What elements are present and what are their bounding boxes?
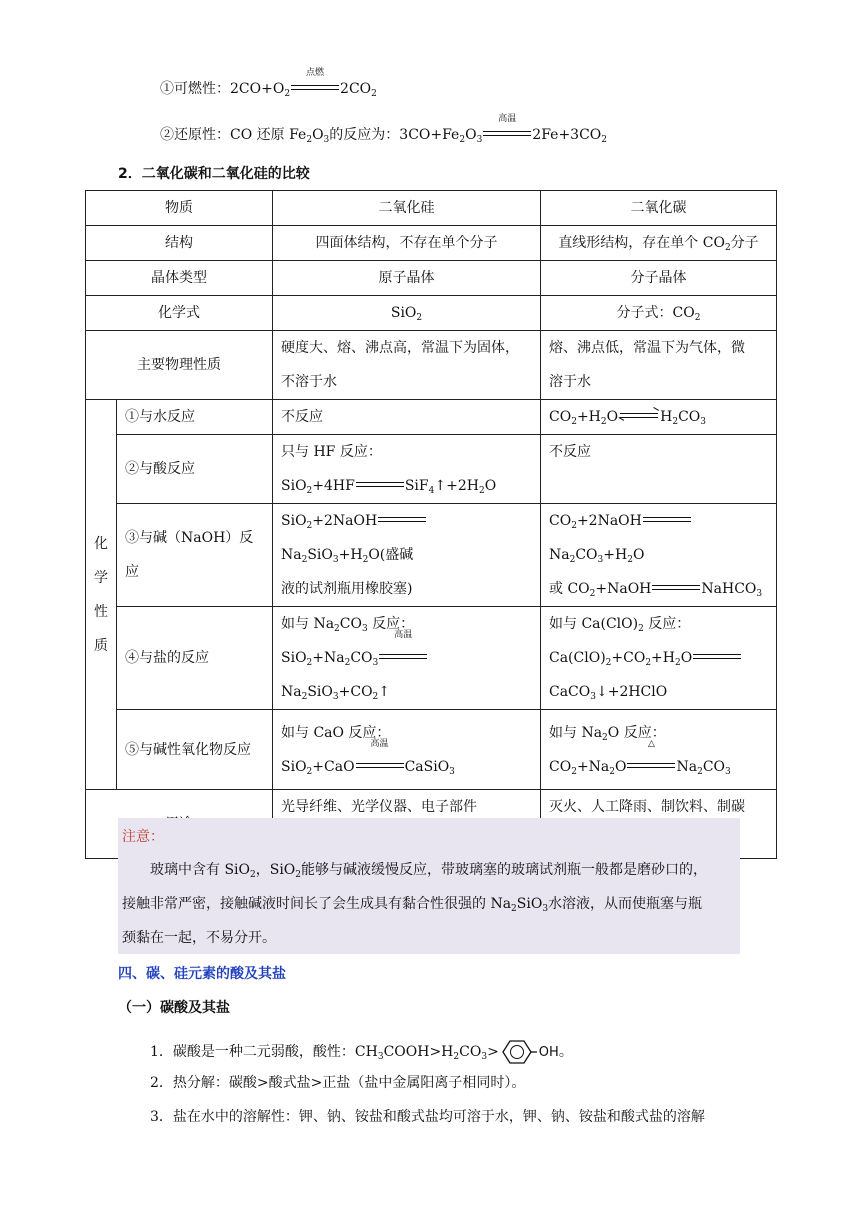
note-paragraph-line: 颈黏在一起，不易分开。 (122, 930, 276, 946)
subscript: 3 (725, 766, 731, 777)
cell-line (549, 738, 768, 784)
row-label-structure: 结构 (86, 226, 273, 261)
table-row (86, 296, 777, 331)
note-paragraph-line (150, 860, 707, 880)
subscript: 3 (377, 1052, 384, 1062)
section-title-acids: 四、碳、硅元素的酸及其盐 (118, 966, 286, 982)
subscript: 2 (638, 624, 644, 634)
condition-label: 点燃 (306, 68, 325, 78)
cell-salt-co2 (541, 607, 777, 710)
formula-part: +CO (338, 684, 373, 700)
formula-part: CO (575, 547, 598, 563)
formula-part: Ca(ClO) (549, 650, 606, 666)
formula-part: SiO (281, 650, 307, 666)
formula-part: CO (350, 650, 373, 666)
combustibility-text: ①可燃性：2CO+O (160, 81, 285, 97)
row-label-crystal: 晶体类型 (86, 261, 273, 296)
subscript: 2 (284, 89, 291, 99)
formula-part: CO (549, 513, 572, 529)
note-paragraph-line (122, 894, 702, 914)
formula-part: SiO (281, 513, 307, 529)
hydroxyl-label: OH (538, 1045, 559, 1060)
comparison-table (85, 190, 777, 859)
subscript: 2 (571, 766, 577, 777)
note-text: 接触非常严密，接触碱液时间长了会生成具有黏合性很强的 Na (122, 896, 512, 912)
reaction-condition (291, 68, 339, 99)
subscript: 2 (334, 624, 340, 634)
subscript: 2 (416, 313, 423, 323)
formula-part: +H (603, 547, 628, 563)
reducibility-text: ②还原性：CO 还原 Fe (160, 127, 307, 143)
subscript: 2 (645, 658, 652, 668)
subscript: 2 (511, 904, 517, 914)
subscript: 2 (571, 521, 577, 531)
formula-part: +2NaOH (576, 513, 642, 529)
formula-part: CO (678, 409, 701, 425)
formula-part: 如与 Na (281, 616, 335, 632)
condition-label: 高温 (370, 738, 389, 749)
formula-part: +Na (312, 650, 345, 666)
cell-oxide-co2 (541, 710, 777, 790)
subscript: 2 (453, 1052, 460, 1062)
cell-line (549, 607, 768, 641)
subscript: 2 (344, 658, 351, 668)
subscript: 2 (589, 589, 596, 599)
formula-part: O (312, 127, 324, 143)
cell-line: 硬度大、熔、沸点高，常温下为固体， (281, 340, 519, 356)
cell-water-co2 (541, 400, 777, 435)
formula-part: 的反应为：3CO+Fe (329, 127, 460, 143)
subscript: 2 (306, 486, 313, 496)
equals-sign (652, 585, 700, 590)
subscript: 2 (627, 555, 633, 565)
formula-part: +CaO (312, 758, 355, 775)
formula-part: NaHCO (701, 581, 757, 597)
reaction-condition (356, 738, 404, 784)
chemical-properties-label (86, 400, 117, 790)
formula-part: +H (338, 547, 363, 563)
formula-part: +Na (576, 758, 610, 775)
formula-part: 如与 Na (549, 724, 603, 741)
equals-sign (643, 517, 691, 522)
subscript: 2 (295, 870, 302, 880)
item-text: > (487, 1044, 499, 1060)
formula-part: ↓+2HClO (595, 684, 668, 700)
formula-part: CaCO (549, 684, 591, 700)
subscript: 2 (301, 692, 308, 702)
cell-structure-sio2: 四面体结构，不存在单个分子 (273, 226, 541, 261)
formula-part: Na (676, 758, 698, 775)
cell-line (549, 675, 768, 709)
header-substance: 物质 (86, 191, 273, 226)
formula-part: +CO (611, 650, 646, 666)
subscript: 2 (609, 766, 615, 777)
vertical-char: 化 (94, 535, 108, 552)
header-sio2: 二氧化硅 (273, 191, 541, 226)
reversible-arrow (620, 412, 658, 420)
row-label-base: ③与碱（NaOH）反应 (117, 504, 273, 607)
formula-part: CO (339, 616, 362, 632)
formula-part: O 反应： (607, 724, 666, 741)
subscript: 2 (459, 135, 466, 145)
table-row (86, 607, 777, 710)
subscript: 2 (675, 658, 681, 668)
cell-line (281, 630, 532, 709)
equals-sign (378, 517, 426, 522)
formula-part: Na (281, 547, 302, 563)
cell-base-co2 (541, 504, 777, 607)
subscript: 3 (756, 589, 763, 599)
cell-oxide-sio2 (273, 710, 541, 790)
formula-part: Na (281, 684, 302, 700)
cell-crystal-co2: 分子晶体 (541, 261, 777, 296)
note-text: 玻璃中含有 SiO (150, 862, 250, 878)
cell-line: 如与 CaO 反应： (281, 724, 391, 741)
formula-part: Na (549, 547, 570, 563)
equals-sign (356, 482, 404, 487)
table-row (86, 710, 777, 790)
cell-text: SiO (390, 305, 417, 321)
formula-part: 如与 Ca(ClO) (549, 616, 639, 632)
note-title: 注意： (122, 829, 164, 845)
row-label-physical: 主要物理性质 (86, 331, 273, 400)
subscript: 3 (481, 1052, 488, 1062)
formula-part: SiF (404, 478, 429, 494)
subscript: 2 (306, 658, 313, 668)
reaction-condition (627, 738, 675, 784)
formula-part: O (615, 758, 627, 775)
condition-label: 高温 (498, 114, 517, 124)
cell-acid-sio2 (273, 435, 541, 504)
formula-part: SiO (281, 758, 307, 775)
heat-symbol: △ (648, 738, 655, 749)
cell-line: 不溶于水 (281, 374, 337, 390)
list-item: 2．热分解：碳酸>酸式盐>正盐（盐中金属阳离子相同时）。 (150, 1075, 526, 1091)
cell-line: 熔、沸点低，常温下为气体，微 (549, 340, 745, 356)
formula-part: ↑+2H (434, 478, 479, 494)
subscript: 3 (372, 658, 379, 668)
subscript: 2 (306, 521, 313, 531)
subscript: 2 (372, 692, 379, 702)
subscript: 2 (569, 555, 576, 565)
formula-part: CO (549, 409, 572, 425)
cell-line (281, 738, 532, 784)
cell-base-sio2 (273, 504, 541, 607)
header-co2: 二氧化碳 (541, 191, 777, 226)
formula-part: 反应： (643, 616, 691, 632)
subscript: 4 (428, 486, 435, 496)
subscript: 3 (700, 417, 706, 427)
row-label-oxide: ⑤与碱性氧化物反应 (117, 710, 273, 790)
formula-part: 或 CO (549, 581, 590, 597)
subscript: 2 (602, 732, 608, 743)
subscript: 2 (362, 555, 369, 565)
subscript: 3 (332, 555, 339, 565)
note-text: SiO (516, 896, 543, 912)
equals-sign (693, 654, 741, 659)
cell-line: 液的试剂瓶用橡胶塞) (281, 581, 413, 597)
cell-formula-sio2 (273, 296, 541, 331)
list-item (150, 1037, 573, 1067)
subscript: 2 (600, 417, 607, 427)
formula-part: O (680, 650, 693, 666)
cell-line (549, 641, 768, 675)
formula-part: CO (702, 758, 726, 775)
cell-formula-co2 (541, 296, 777, 331)
formula-part: SiO (281, 478, 307, 494)
subscript: 2 (694, 313, 701, 323)
cell-line (549, 504, 768, 572)
subscript: 2 (306, 766, 313, 777)
vertical-char: 性 (94, 603, 108, 620)
vertical-char: 学 (94, 569, 108, 586)
formula-part: ↑ (378, 684, 391, 700)
formula-part: H (660, 409, 673, 425)
cell-physical-co2 (541, 331, 777, 400)
formula-part: SiO (307, 684, 333, 700)
subscript: 3 (590, 692, 596, 702)
subscript: 2 (301, 555, 308, 565)
formula-part: O (632, 547, 645, 563)
formula-part: CaSiO (404, 758, 450, 775)
cell-text: 分子 (730, 235, 759, 251)
table-row (86, 504, 777, 607)
formula-part: +NaOH (595, 581, 652, 597)
formula-part: +2NaOH (312, 513, 378, 529)
cell-line: 溶于水 (549, 374, 591, 390)
table-row (86, 191, 777, 226)
item-text: 1．碳酸是一种二元弱酸，酸性：CH (150, 1044, 378, 1060)
row-label-salt: ④与盐的反应 (117, 607, 273, 710)
cell-salt-sio2 (273, 607, 541, 710)
section-title-comparison: 2．二氧化碳和二氧化硅的比较 (118, 166, 310, 182)
formula-part: CO (549, 758, 572, 775)
item-text: COOH>H (383, 1044, 454, 1060)
subscript: 2 (601, 135, 607, 145)
cell-crystal-sio2: 原子晶体 (273, 261, 541, 296)
table-row (86, 226, 777, 261)
vertical-char: 质 (94, 637, 108, 654)
formula-part: O(盛碱 (368, 547, 414, 563)
row-label-formula: 化学式 (86, 296, 273, 331)
reaction-condition (379, 630, 427, 675)
formula-part: O (484, 478, 497, 494)
subscript: 2 (571, 417, 577, 427)
subscript: 3 (323, 135, 330, 145)
note-text: 水溶液，从而使瓶塞与瓶 (548, 896, 703, 912)
cell-line (281, 504, 532, 572)
formula-part: 反应： (367, 616, 415, 632)
subscript: 3 (476, 135, 483, 145)
cell-physical-sio2 (273, 331, 541, 400)
formula-part: O (606, 409, 619, 425)
cell-acid-co2: 不反应 (541, 435, 777, 504)
formula-part: +H (576, 409, 601, 425)
subscript: 3 (361, 624, 368, 634)
cell-structure-co2 (541, 226, 777, 261)
cell-line (281, 469, 532, 503)
table-row (86, 400, 777, 435)
reducibility-line (160, 114, 607, 145)
cell-text: 分子式：CO (616, 305, 695, 321)
subscript: 2 (724, 243, 731, 253)
item-text: CO (459, 1044, 482, 1060)
subscript: 3 (542, 904, 549, 914)
row-label-acid: ②与酸反应 (117, 435, 273, 504)
subscript: 2 (478, 486, 485, 496)
cell-water-sio2: 不反应 (273, 400, 541, 435)
subscript: 2 (605, 658, 612, 668)
cell-line (549, 572, 768, 606)
reaction-condition (483, 114, 531, 145)
cell-line: 只与 HF 反应： (281, 444, 382, 460)
combustibility-line (160, 68, 377, 99)
table-row (86, 435, 777, 504)
subscript: 3 (449, 766, 455, 777)
item-text: 。 (558, 1044, 573, 1060)
row-label-water: ①与水反应 (117, 400, 273, 435)
formula-part: SiO (307, 547, 333, 563)
subscript: 2 (306, 135, 313, 145)
subsection-title-carbonic: （一）碳酸及其盐 (118, 1000, 230, 1016)
note-text: ，SiO (255, 862, 296, 878)
subscript: 2 (672, 417, 679, 427)
subscript: 2 (697, 766, 703, 777)
table-row (86, 331, 777, 400)
subscript: 3 (597, 555, 604, 565)
table-row (86, 261, 777, 296)
note-text: 能够与碱液缓慢反应，带玻璃塞的玻璃试剂瓶一般都是磨砂口的， (301, 862, 708, 878)
product-text: 2Fe+3CO (532, 127, 602, 143)
cell-line: 灭火、人工降雨、制饮料、制碳 (549, 799, 745, 815)
subscript: 3 (332, 692, 339, 702)
formula-part: +4HF (312, 478, 355, 494)
formula-part: +H (651, 650, 675, 666)
condition-label: 高温 (394, 630, 413, 640)
cell-use-sio2: 光导纤维、光学仪器、电子部件 (273, 790, 541, 859)
subscript: 2 (250, 870, 256, 880)
subscript: 2 (371, 89, 377, 99)
product-text: 2CO (340, 81, 372, 97)
list-item: 3．盐在水中的溶解性：钾、钠、铵盐和酸式盐均可溶于水，钾、钠、铵盐和酸式盐的溶解 (150, 1109, 705, 1125)
cell-text: 直线形结构，存在单个 CO (558, 235, 725, 251)
formula-part: O (465, 127, 477, 143)
